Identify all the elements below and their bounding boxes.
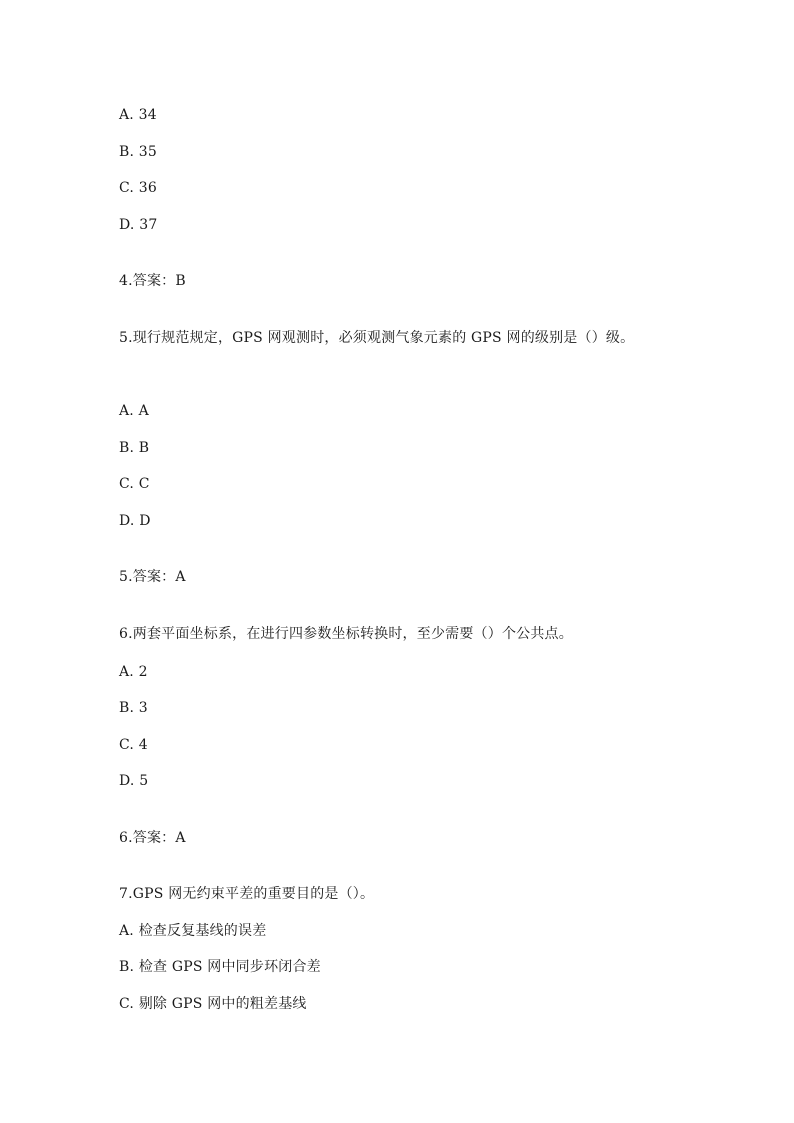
q6-option-c: C. 4	[119, 737, 148, 753]
q6-option-b: B. 3	[119, 700, 148, 716]
q5-answer: 5.答案：A	[119, 569, 186, 585]
q5-option-a: A. A	[119, 403, 149, 419]
q6-option-a: A. 2	[119, 664, 148, 680]
q7-question: 7.GPS 网无约束平差的重要目的是（）。	[119, 886, 375, 902]
q6-option-d: D. 5	[119, 773, 149, 789]
q6-answer: 6.答案：A	[119, 830, 186, 846]
q5-option-b: B. B	[119, 440, 150, 456]
q5-option-c: C. C	[119, 476, 150, 492]
q4-option-d: D. 37	[119, 217, 158, 233]
q7-option-b: B. 检查 GPS 网中同步环闭合差	[119, 959, 321, 975]
q4-option-c: C. 36	[119, 180, 157, 196]
q6-question: 6.两套平面坐标系，在进行四参数坐标转换时，至少需要（）个公共点。	[119, 626, 573, 642]
q4-answer: 4.答案：B	[119, 273, 186, 289]
q5-question: 5.现行规范规定，GPS 网观测时，必须观测气象元素的 GPS 网的级别是（）级。	[119, 330, 635, 346]
q7-option-a: A. 检查反复基线的误差	[119, 923, 267, 939]
q7-option-c: C. 剔除 GPS 网中的粗差基线	[119, 996, 307, 1012]
q4-option-a: A. 34	[119, 107, 157, 123]
q4-option-b: B. 35	[119, 144, 158, 160]
q5-option-d: D. D	[119, 513, 151, 529]
